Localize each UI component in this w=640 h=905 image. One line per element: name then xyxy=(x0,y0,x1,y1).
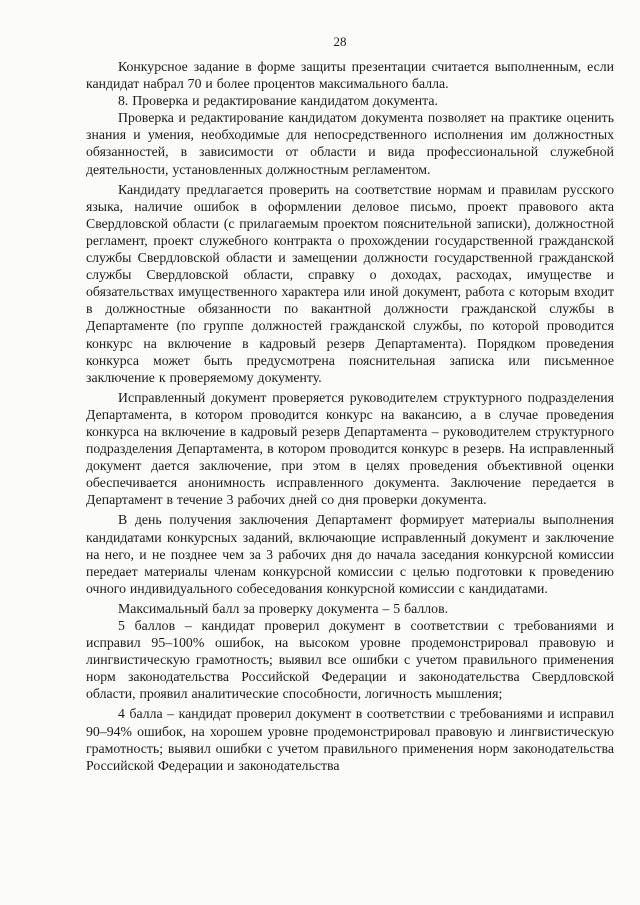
document-body xyxy=(86,58,614,774)
paragraph-check-purpose: Проверка и редактирование кандидатом документа позволяет на практике оценить знания и умения, необходимые для непосредственного исполнения им должностных обязанностей, в зависимости от области и вида профессиональной служебной деятельности, установленных должностным регламентом. xyxy=(86,110,614,177)
paragraph-score-5: 5 баллов – кандидат проверил документ в соответствии с требованиями и исправил 95–100% ошибок, на высоком уровне продемонстрировал правовую и лингвистическую грамотность; выявил все ошибки с учетом правильного применения норм законодательства Российской Федерации и законодательства Свердловской области, проявил аналитические способности, логичность мышления; xyxy=(86,618,614,702)
paragraph-score-4: 4 балла – кандидат проверил документ в соответствии с требованиями и исправил 90–94% ошибок, на хорошем уровне продемонстрировал правовую и лингвистическую грамотность; выявил ошибки с учетом правильного применения норм законодательства Российской Федерации и законодательства xyxy=(86,706,614,773)
page-number: 28 xyxy=(333,34,347,49)
paragraph-candidate-task: Кандидату предлагается проверить на соответствие нормам и правилам русского языка, наличие ошибок в оформлении деловое письмо, проект правового акта Свердловской области (с прилагаемым проектом пояснительной записки), должностной регламент, проект служебного контракта о прохождении государственной гражданской службы Свердловской области и замещении должности государственной гражданской службы Свердловской области, справку о доходах, расходах, имуществе и обязательствах имущественного характера или иной документ, работа с которым входит в должностные обязанности по вакантной должности гражданской службы в Департаменте (по группе должностей гражданской службы, по которой проводится конкурс на включение в кадровый резерв Департамента). Порядком проведения конкурса может быть предусмотрена пояснительная записка или письменное заключение к проверяемому документу. xyxy=(86,181,614,385)
paragraph-presentation-result: Конкурсное задание в форме защиты презентации считается выполненным, если кандидат набрал 70 и более процентов максимального балла. xyxy=(86,59,614,92)
paragraph-conclusion-day: В день получения заключения Департамент формирует материалы выполнения кандидатами конкурсных заданий, включающие исправленный документ и заключение на него, и не позднее чем за 3 рабочих дня до начала заседания конкурсной комиссии передает материалы членам конкурсной комиссии с целью подготовки к проведению очного индивидуального собеседования конкурсной комиссии с кандидатами. xyxy=(86,512,614,596)
section-heading-document-check: 8. Проверка и редактирование кандидатом документа. xyxy=(118,93,438,109)
paragraph-corrected-document: Исправленный документ проверяется руководителем структурного подразделения Департамента, в котором проводится конкурс на вакансию, а в случае проведения конкурса на включение в кадровый резерв Департамента – руководителем структурного подразделения Департамента, в котором проводится конкурс в резерв. На исправленный документ дается заключение, при этом в целях проведения объективной оценки обеспечивается анонимность исправленного документа. Заключение передается в Департамент в течение 3 рабочих дней со дня проверки документа. xyxy=(86,389,614,508)
paragraph-max-score: Максимальный балл за проверку документа – 5 баллов. xyxy=(118,600,449,616)
